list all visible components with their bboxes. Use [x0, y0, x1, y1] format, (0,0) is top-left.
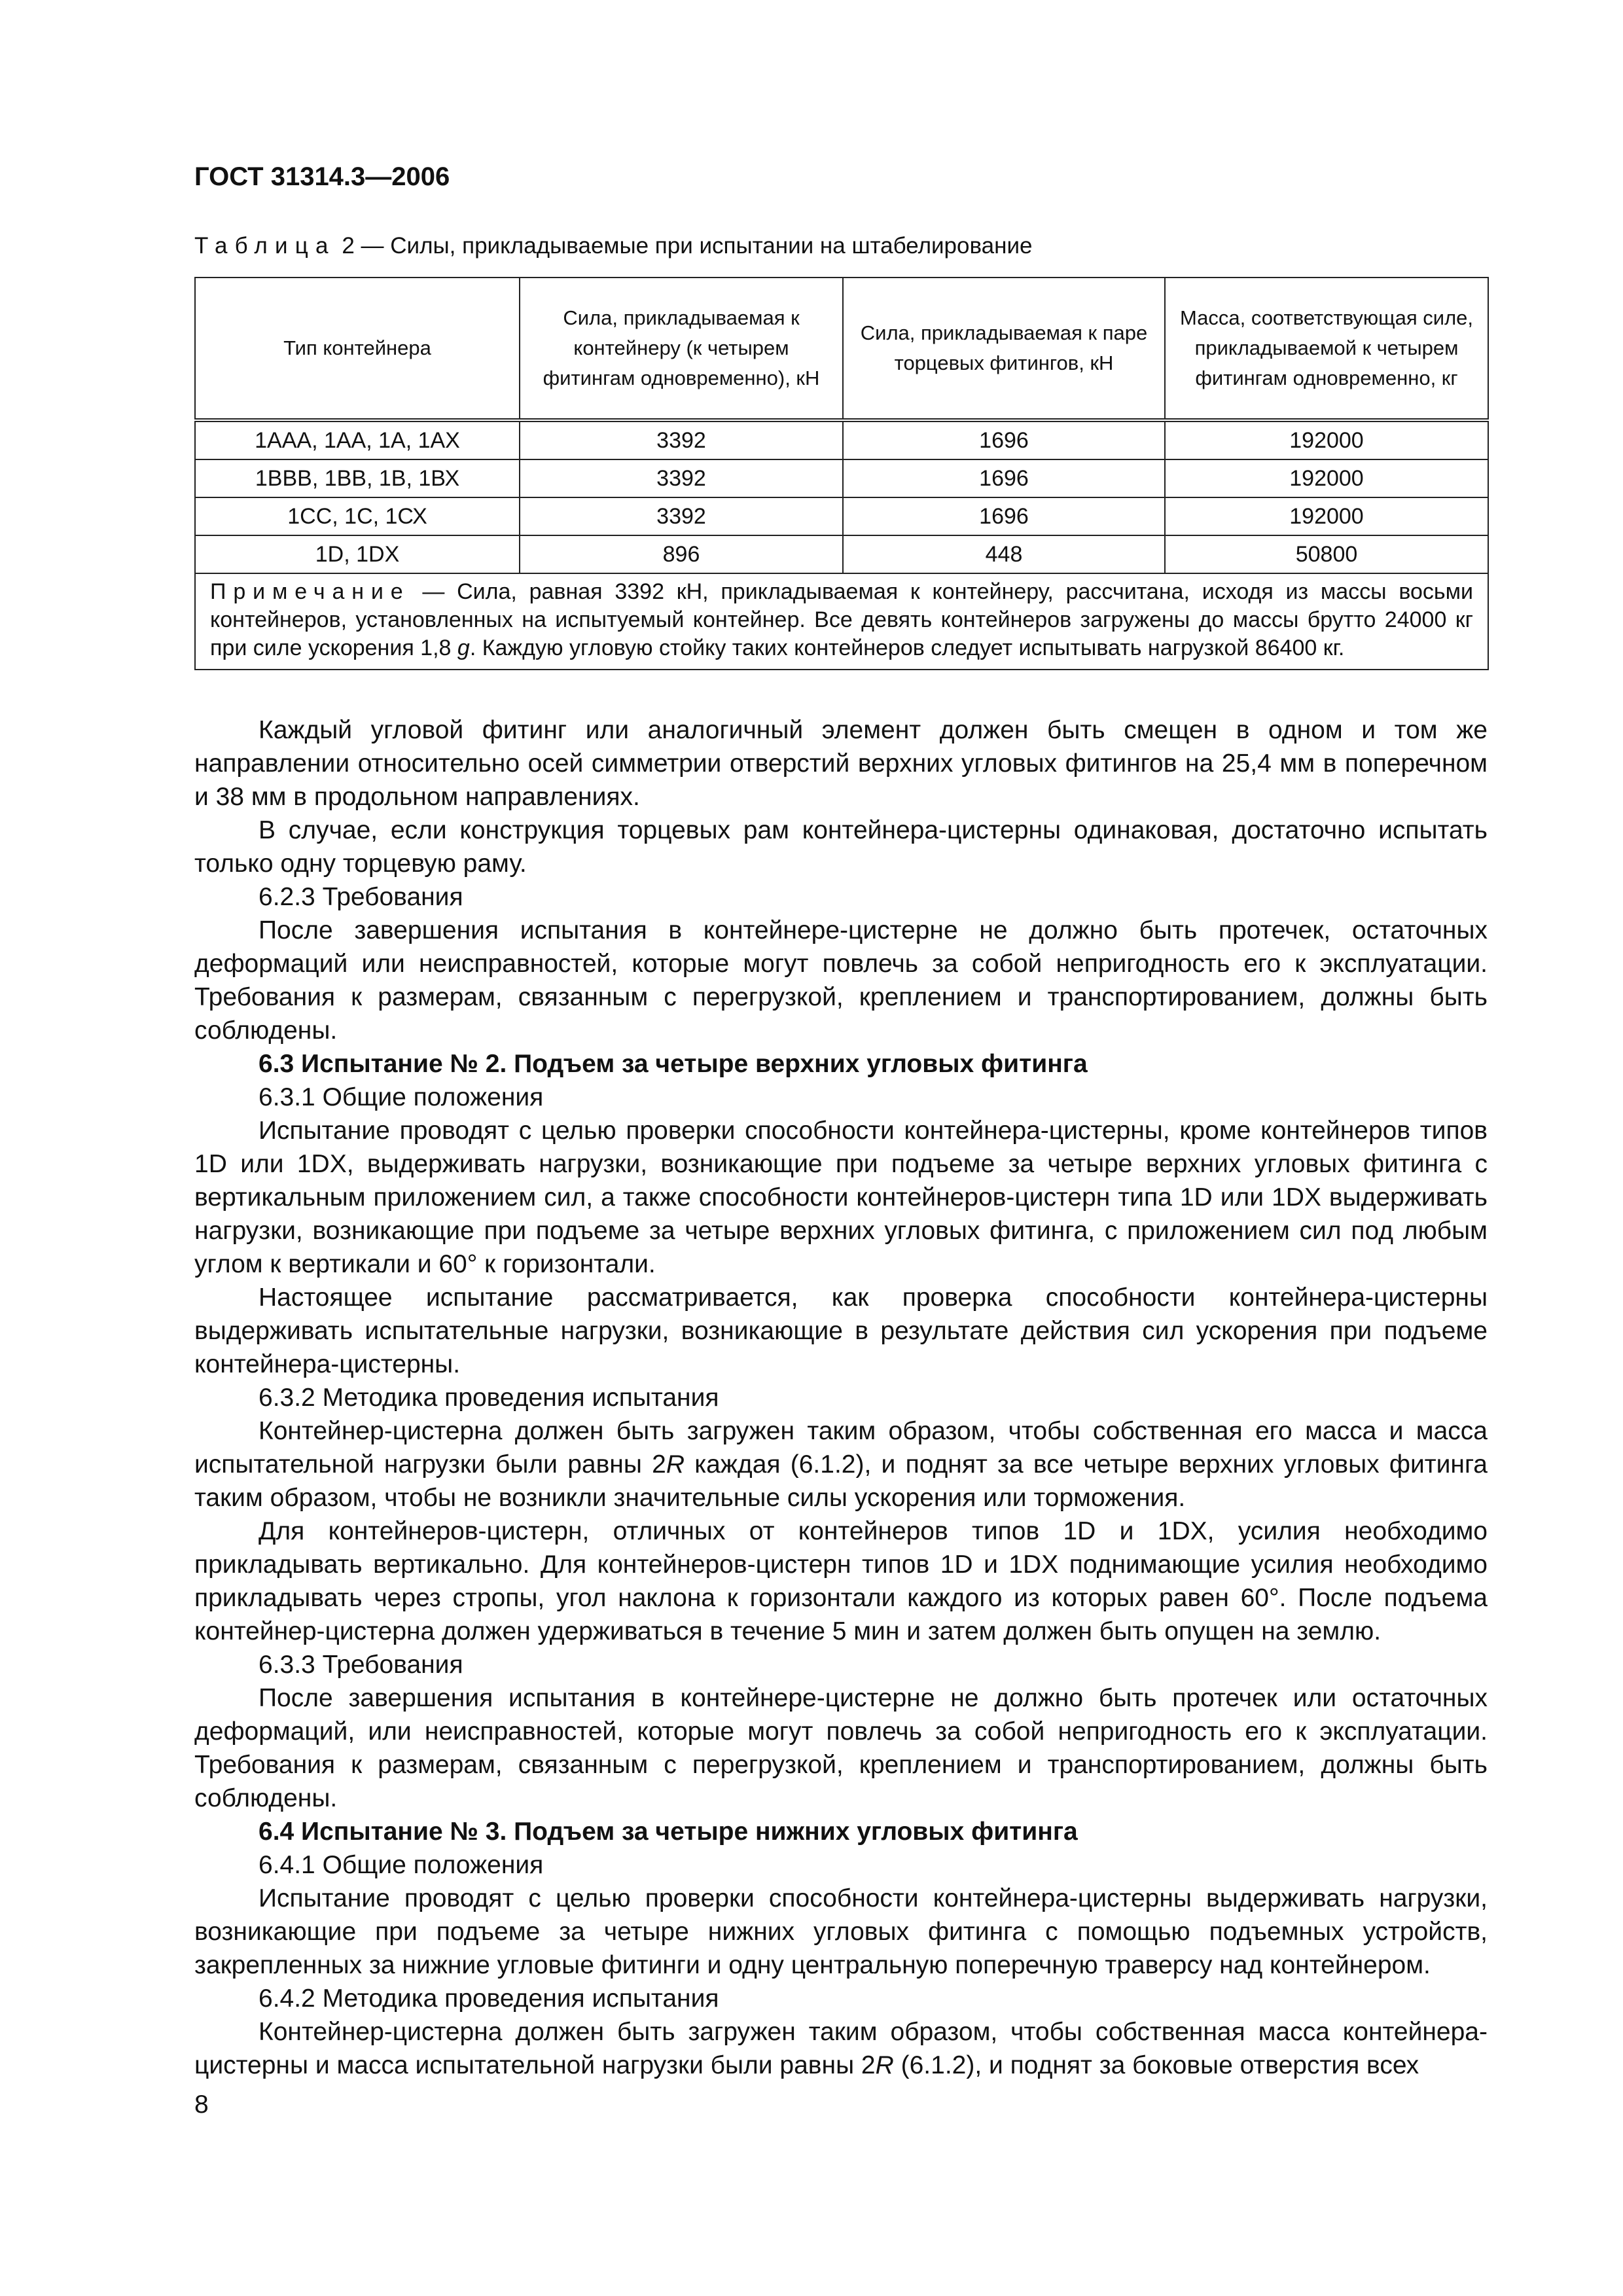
table-cell: 1696 — [843, 459, 1165, 497]
table-note-word: Примечание — [210, 579, 410, 604]
table-caption — [194, 232, 1033, 260]
table-note-text-b: . Каждую угловую стойку таких контейнеров следует испытывать нагрузкой 86400 кг. — [469, 636, 1345, 660]
subsection-6-3-1: 6.3.1 Общие положения — [259, 1083, 544, 1111]
forces-table — [194, 277, 1489, 670]
text-run: Контейнер-цистерна должен быть загружен таким образом, чтобы собственная масса контейнера-цистерны и масса испытательной нагрузки были равны 2 — [194, 2018, 1488, 2079]
paragraph-requirements-1: После завершения испытания в контейнере-цистерне не должно быть протечек, остаточных деформаций или неисправностей, которые могут повлечь за собой непригодность его к эксплуатации. Требования к размерам, связанным с перегрузкой, креплением и транспортированием, должны быть соблюдены. — [194, 916, 1488, 1045]
column-header-mass: Масса, соответствующая силе, прикладываемой к четырем фитингам одновременно, кг — [1165, 278, 1488, 420]
table-cell: 50800 — [1165, 535, 1488, 573]
table-cell: 1696 — [843, 420, 1165, 459]
table-cell: 3392 — [520, 459, 843, 497]
table-row — [195, 459, 1488, 497]
paragraph-test-considered: Настоящее испытание рассматривается, как проверка способности контейнера-цистерны выдерживать испытательные нагрузки, возникающие в результате действия сил ускорения при подъеме контейнера-цистерны. — [194, 1283, 1488, 1378]
table-cell: 1СС, 1С, 1СХ — [195, 497, 520, 535]
table-note-row — [195, 573, 1488, 670]
table-cell: 448 — [843, 535, 1165, 573]
subsection-6-4-2: 6.4.2 Методика проведения испытания — [259, 1984, 719, 2013]
table-cell: 192000 — [1165, 497, 1488, 535]
r-symbol: R — [875, 2051, 894, 2079]
table-cell: 192000 — [1165, 459, 1488, 497]
table-row — [195, 535, 1488, 573]
table-cell: 896 — [520, 535, 843, 573]
table-row — [195, 420, 1488, 459]
table-caption-title: 2 — Силы, прикладываемые при испытании на штабелирование — [335, 233, 1033, 259]
table-note-text-a: — Сила, равная 3392 кН, прикладываемая к контейнеру, рассчитана, исходя из массы восьми контейнеров, установленных на испытуемый контейнер. Все девять контейнеров загружены до массы брутто 24000 кг при силе ускорения 1,8 — [210, 579, 1473, 660]
table-note-g-symbol: g — [457, 636, 470, 660]
table-cell: 1ААА, 1АА, 1А, 1АХ — [195, 420, 520, 459]
column-header-force-container: Сила, прикладываемая к контейнеру (к четырем фитингам одновременно), кН — [520, 278, 843, 420]
table-cell: 1ВВВ, 1ВВ, 1В, 1ВХ — [195, 459, 520, 497]
table-cell: 3392 — [520, 497, 843, 535]
section-heading-6-4: 6.4 Испытание № 3. Подъем за четыре нижних угловых фитинга — [259, 1818, 1078, 1846]
text-run: каждая (6.1.2), и поднят за все четыре верхних угловых фитинга таким образом, чтобы не возникли значительные силы ускорения или торможения. — [194, 1450, 1488, 1512]
paragraph-requirements-2: После завершения испытания в контейнере-цистерне не должно быть протечек или остаточных деформаций, или неисправностей, которые могут повлечь за собой непригодность его к эксплуатации. Требования к размерам, связанным с перегрузкой, креплением и транспортированием, должны быть соблюдены. — [194, 1684, 1488, 1812]
subsection-6-3-3: 6.3.3 Требования — [259, 1651, 463, 1679]
subsection-6-3-2: 6.3.2 Методика проведения испытания — [259, 1384, 719, 1412]
table-row — [195, 497, 1488, 535]
paragraph-test-purpose-1: Испытание проводят с целью проверки способности контейнера-цистерны, кроме контейнеров типов 1D или 1DX, выдерживать нагрузки, возникающие при подъеме за четыре верхних угловых фитинга с вертикальным приложением сил, а также способности контейнеров-цистерн типа 1D или 1DX выдерживать нагрузки, возникающие при подъеме за четыре верхних угловых фитинга, с приложением сил под любым углом к вертикали и 60° к горизонтали. — [194, 1117, 1488, 1278]
table-cell: 1696 — [843, 497, 1165, 535]
page-number: 8 — [194, 2090, 209, 2119]
body-text — [194, 713, 1488, 2082]
table-caption-word: Таблица — [194, 233, 336, 259]
table-note — [195, 573, 1488, 670]
text-run: (6.1.2), и поднят за боковые отверстия всех — [893, 2051, 1419, 2079]
table-cell: 192000 — [1165, 420, 1488, 459]
paragraph-test-purpose-2: Испытание проводят с целью проверки способности контейнера-цистерны выдерживать нагрузки, возникающие при подъеме за четыре нижних угловых фитинга с помощью подъемных устройств, закрепленных за нижние угловые фитинги и одну центральную поперечную траверсу над контейнером. — [194, 1884, 1488, 1979]
text-run: Контейнер-цистерна должен быть загружен таким образом, чтобы собственная его масса и масса испытательной нагрузки были равны 2 — [194, 1417, 1488, 1479]
paragraph-end-frames: В случае, если конструкция торцевых рам контейнера-цистерны одинаковая, достаточно испытать только одну торцевую раму. — [194, 816, 1488, 878]
r-symbol: R — [666, 1450, 685, 1479]
column-header-container-type: Тип контейнера — [195, 278, 520, 420]
subsection-6-2-3: 6.2.3 Требования — [259, 883, 463, 911]
column-header-force-end-pair: Сила, прикладываемая к паре торцевых фитингов, кН — [843, 278, 1165, 420]
document-code: ГОСТ 31314.3—2006 — [194, 162, 450, 191]
table-cell: 3392 — [520, 420, 843, 459]
table-header-row — [195, 278, 1488, 420]
table-cell: 1D, 1DX — [195, 535, 520, 573]
paragraph-offset: Каждый угловой фитинг или аналогичный элемент должен быть смещен в одном и том же направлении относительно осей симметрии отверстий верхних угловых фитингов на 25,4 мм в поперечном и 38 мм в продольном направлениях. — [194, 716, 1488, 811]
paragraph-method-1 — [194, 1414, 1488, 1515]
subsection-6-4-1: 6.4.1 Общие положения — [259, 1851, 544, 1879]
paragraph-method-3 — [194, 2015, 1488, 2082]
paragraph-method-2: Для контейнеров-цистерн, отличных от контейнеров типов 1D и 1DX, усилия необходимо прикладывать вертикально. Для контейнеров-цистерн типов 1D и 1DX поднимающие усилия необходимо прикладывать через стропы, угол наклона к горизонтали каждого из которых равен 60°. После подъема контейнер-цистерна должен удерживаться в течение 5 мин и затем должен быть опущен на землю. — [194, 1517, 1488, 1645]
section-heading-6-3: 6.3 Испытание № 2. Подъем за четыре верхних угловых фитинга — [259, 1050, 1088, 1078]
